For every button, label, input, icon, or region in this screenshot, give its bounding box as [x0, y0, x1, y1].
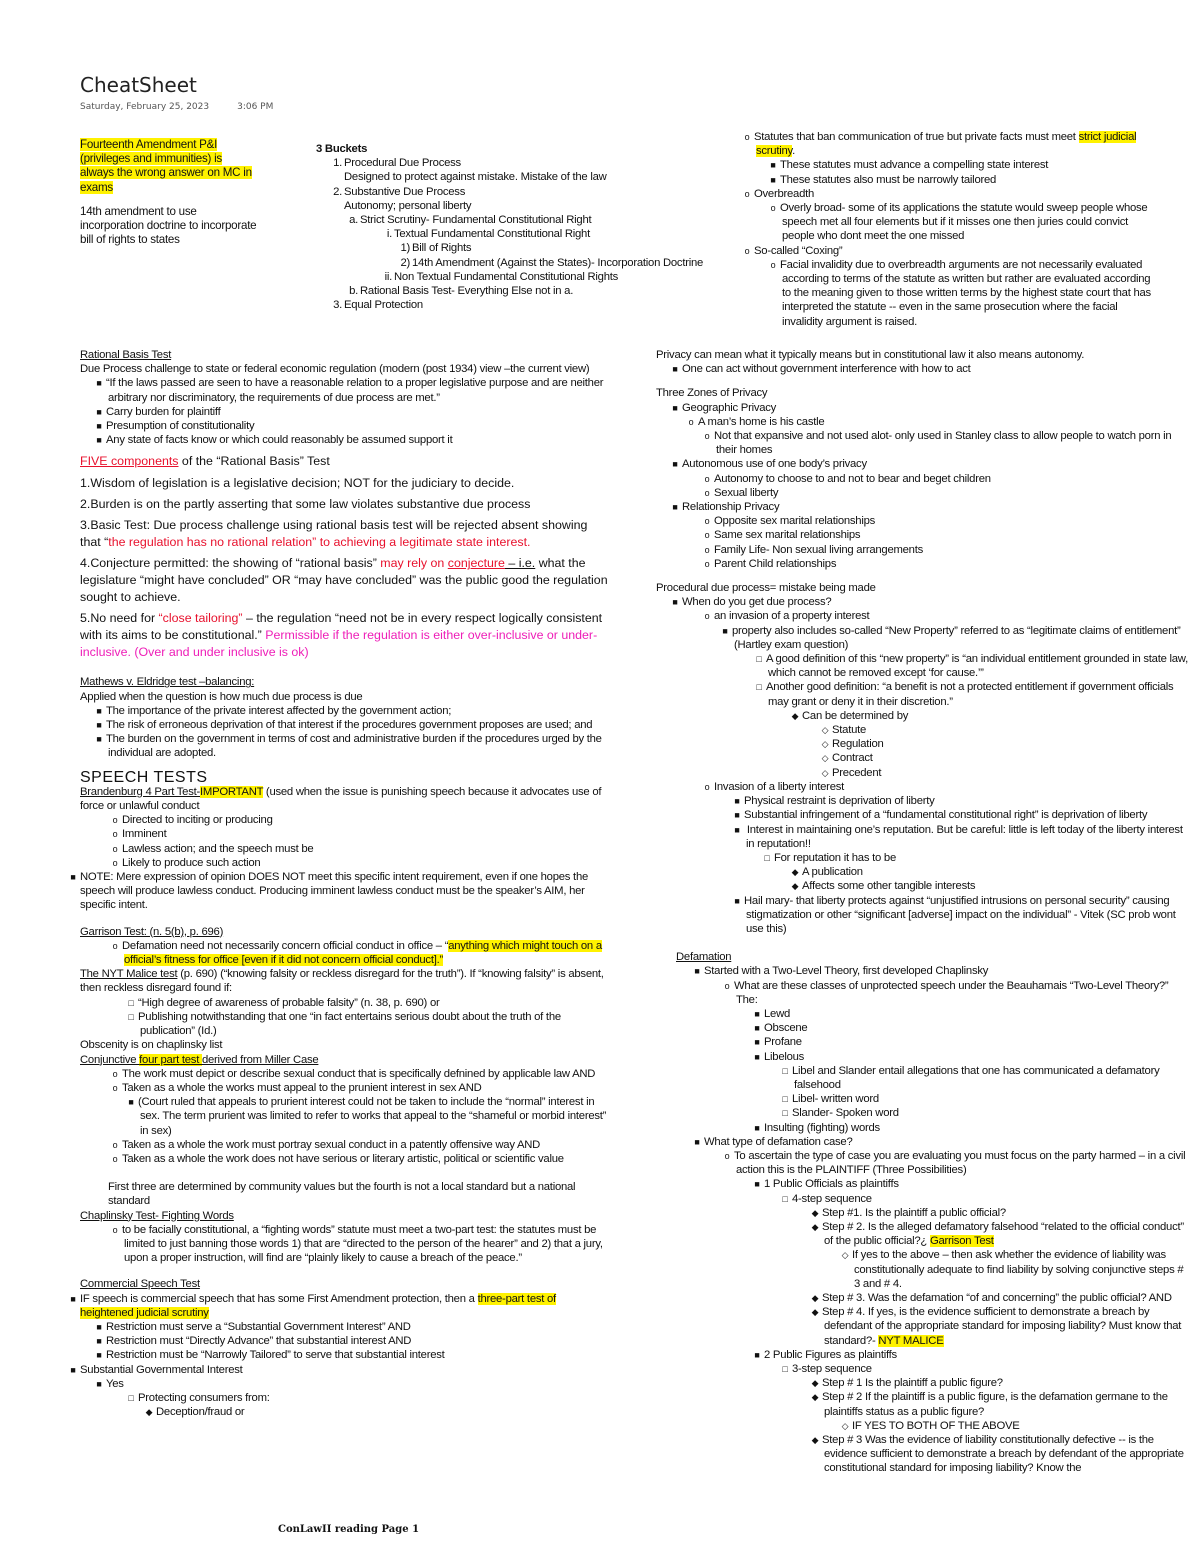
bullet-icon: ◇ [841, 1420, 849, 1431]
text-line: o Overbreadth [738, 187, 1156, 201]
bullet-icon: ◆ [791, 710, 799, 721]
bullet-icon: o [704, 473, 710, 484]
bullet-icon: ■ [70, 1364, 76, 1375]
bullet-icon: 3. [333, 299, 342, 312]
right-column [656, 348, 1190, 1475]
bullet-icon: ◆ [811, 1378, 819, 1389]
text-line: 5.No need for “close tailoring” – the regulation “need not be in every respect logically consistent with its aims to be constitutional.” Permissible if the regulation is either over-inclusive or under-inclusive. (Over and under inclusive is ok) [80, 611, 603, 660]
text-line: ■ IF speech is commercial speech that has some First Amendment protection, then a three-part test of heightened judicial scrutiny [80, 1292, 608, 1320]
bullet-icon: □ [756, 654, 762, 665]
bullet-icon: o [744, 132, 750, 142]
text-line: 2) 14th Amendment (Against the States)- Incorporation Doctrine [316, 256, 726, 270]
text-line: FIVE components of the “Rational Basis” Test [80, 454, 330, 469]
text-line: ■ 1 Public Officials as plaintiffs [656, 1177, 1190, 1191]
text-line: ◆ Can be determined by [656, 709, 1190, 723]
text-line: ■ Restriction must be “Narrowly Tailored” to serve that substantial interest [80, 1348, 608, 1362]
text-line: ■ These statutes also must be narrowly tailored [738, 173, 1156, 187]
text-line: o Facial invalidity due to overbreadth arguments are not necessarily evaluated according to terms of the statute as written but rather are evaluated according to the meaning given to those written terms by the highest state court that has interpreted the statute -- even in the same prosecution where the facial invalidity argument is raised. [738, 258, 1156, 329]
bullet-icon: □ [756, 682, 762, 693]
bullet-icon: o [704, 611, 710, 622]
bullet-icon: o [744, 245, 750, 256]
text-line [80, 138, 258, 195]
text-line: ◇ Contract [656, 751, 1190, 765]
text-line: ■ These statutes must advance a compelling state interest [738, 158, 1156, 172]
text-line: 2. Substantive Due Process [316, 185, 726, 199]
bullet-icon: ii. [384, 270, 392, 283]
bullet-icon: o [112, 1139, 118, 1150]
text-line: o So-called “Coxing” [738, 244, 1156, 258]
text-line: ■ 2 Public Figures as plaintiffs [656, 1348, 1190, 1362]
bullet-icon: o [770, 259, 776, 270]
text-line: □ Publishing notwithstanding that one “in fact entertains serious doubt about the truth of the publication” (Id.) [80, 1010, 608, 1038]
bullet-icon: □ [764, 852, 770, 863]
right-top [738, 130, 1156, 329]
intro-text: 14th amendment to use incorporation doctrine to incorporate bill of rights to states [80, 204, 257, 247]
text-line: ■ What type of defamation case? [656, 1135, 1190, 1149]
bullet-icon: ■ [96, 435, 102, 446]
bullet-icon: ■ [96, 720, 102, 731]
text-line: 3.Basic Test: Due process challenge using rational basis test will be rejected absent showing that “the regulation has no rational relation” to achieving a legitimate state interest. [80, 518, 588, 550]
mathews-heading: Mathews v. Eldridge test –balancing: [80, 676, 255, 689]
bullet-icon: o [744, 188, 750, 199]
text-line: Autonomy; personal liberty [344, 199, 472, 212]
text-line: o Likely to produce such action [80, 856, 608, 870]
text-line: o Sexual liberty [656, 486, 1190, 500]
bullet-icon: o [704, 487, 710, 498]
text-line: ◆ Step #1. Is the plaintiff a public official? [656, 1206, 1190, 1220]
bullet-icon: ■ [754, 1051, 760, 1062]
text-line: ◆ Affects some other tangible interests [656, 879, 1190, 893]
bullet-icon: o [112, 940, 118, 951]
left-column [70, 348, 608, 1419]
three-buckets [316, 142, 726, 312]
bullet-icon: ◇ [821, 767, 829, 778]
bullet-icon: ■ [96, 1350, 102, 1361]
text-line: ◇ Statute [656, 723, 1190, 737]
text-line: ◆ Step # 2 If the plaintiff is a public figure, is the defamation germane to the plaintiffs status as a public figure? [656, 1390, 1190, 1418]
text-line: ■ property also includes so-called “New Property” referred to as “legitimate claims of entitlement” (Hartley exam question) [656, 624, 1190, 652]
bullet-icon: ◆ [791, 867, 799, 878]
text-line: ■ Profane [656, 1035, 1190, 1049]
bullet-icon: ■ [70, 1293, 76, 1304]
text-line: o Imminent [80, 827, 608, 841]
bullet-icon: o [704, 431, 710, 442]
text-line: ■ Physical restraint is deprivation of liberty [656, 794, 1190, 808]
text-line: The NYT Malice test (p. 690) (“knowing falsity or reckless disregard for the truth”). If “knowing falsity” is absent, then reckless disregard found if: [80, 968, 604, 995]
bullet-icon: ■ [96, 705, 102, 716]
bullet-icon: o [704, 781, 710, 792]
text-line: o Opposite sex marital relationships [656, 514, 1190, 528]
bullet-icon: ■ [754, 1179, 760, 1190]
text-line: □ For reputation it has to be [656, 851, 1190, 865]
bullet-icon: o [724, 1150, 730, 1161]
text-line: ■ Obscene [656, 1021, 1190, 1035]
bullet-icon: o [112, 829, 118, 840]
bullet-icon: ■ [770, 160, 776, 171]
page-date [80, 102, 301, 112]
text-line: ◆ Step # 1 Is the plaintiff a public figure? [656, 1376, 1190, 1390]
bullet-icon: o [112, 843, 118, 854]
bullet-icon: ■ [96, 734, 102, 745]
bullet-icon: ◆ [811, 1435, 819, 1446]
text-line: b. Rational Basis Test- Everything Else not in a. [316, 284, 726, 298]
bullet-icon: o [112, 1082, 118, 1093]
text-line: Brandenburg 4 Part Test-IMPORTANT (used when the issue is punishing speech because it advocates use of force or unlawful conduct [80, 785, 602, 813]
text-line: o Overly broad- some of its applications the statute would sweep people whose speech met all four elements but if it misses one then juries could convict people who dont meet the one missed [738, 201, 1156, 244]
text-line: □ “High degree of awareness of probable falsity” (n. 38, p. 690) or [80, 996, 608, 1010]
text-line: o What are these classes of unprotected speech under the Beauhamais “Two-Level Theory?” The: [656, 979, 1190, 1007]
text-line: 3. Equal Protection [316, 298, 726, 312]
text-line: ■ Geographic Privacy [656, 401, 1190, 415]
date-text: Saturday, February 25, 2023 [80, 102, 210, 112]
bullet-icon: ■ [96, 1321, 102, 1332]
text-line: ◇ If yes to the above – then ask whether the evidence of liability was constitutionally adequate to find liability by solving conjunctive steps # 3 and # 4. [656, 1248, 1190, 1291]
buckets-heading: 3 Buckets [316, 143, 368, 155]
bullet-icon: ■ [734, 796, 740, 807]
bullet-icon: ◆ [145, 1407, 153, 1418]
text-line: ■ “If the laws passed are seen to have a reasonable relation to a proper legislative purpose and are neither arbitrary nor discriminatory, the requirements of due process are met.” [80, 376, 608, 404]
bullet-icon: ◇ [821, 739, 829, 750]
text-line: ■ Started with a Two-Level Theory, first developed Chaplinsky [656, 964, 1190, 978]
text-line: o Taken as a whole the works must appeal to the prunient interest in sex AND [80, 1081, 608, 1095]
bullet-icon: ◆ [791, 881, 799, 892]
text-line: o Family Life- Non sexual living arrangements [656, 543, 1190, 557]
bullet-icon: ◇ [841, 1250, 849, 1261]
text-line: 1.Wisdom of legislation is a legislative decision; NOT for the judiciary to decide. [80, 476, 515, 491]
text-line: 2.Burden is on the partly asserting that some law violates substantive due process [80, 497, 531, 512]
bullet-icon: i. [386, 228, 392, 241]
bullet-icon: ■ [96, 421, 102, 432]
text-line: ■ (Court ruled that appeals to prurient interest could not be taken to include the “normal” interest in sex. The term prurient was limited to refer to works that appeal to the “shameful or morbid interest” in sex) [80, 1095, 608, 1138]
text-line: □ Protecting consumers from: [80, 1391, 608, 1405]
defamation-heading: Defamation [676, 951, 732, 964]
bullet-icon: o [112, 1153, 118, 1164]
text-line: Conjunctive four part test derived from Miller Case [80, 1053, 319, 1066]
text-line: First three are determined by community values but the fourth is not a local standard but a national standard [108, 1181, 576, 1208]
text-line: i. Textual Fundamental Constitutional Right [316, 227, 726, 241]
bullet-icon: ◇ [821, 753, 829, 764]
text-line: ◆ Step # 2. Is the alleged defamatory falsehood “related to the official conduct” of the public official?¿ Garrison Test [656, 1220, 1190, 1248]
bullet-icon: o [704, 544, 710, 555]
text-line: Due Process challenge to state or federal economic regulation (modern (post 1934) view –the current view) [80, 363, 590, 376]
text-line: o Statutes that ban communication of true but private facts must meet strict judicial scrutiny. [738, 130, 1156, 158]
bullet-icon: ■ [96, 1378, 102, 1389]
bullet-icon: ■ [754, 1008, 760, 1019]
bullet-icon: ■ [734, 824, 740, 835]
bullet-icon: □ [128, 1011, 134, 1022]
text-line: o Parent Child relationships [656, 557, 1190, 571]
text-line: Commercial Speech Test [80, 1278, 200, 1291]
text-line: ◆ Step # 3. Was the defamation “of and concerning” the public official? AND [656, 1291, 1190, 1305]
bullet-icon: ■ [672, 459, 678, 470]
bullet-icon: ■ [754, 1037, 760, 1048]
text-line: o Autonomy to choose to and not to bear and beget children [656, 472, 1190, 486]
bullet-icon: o [112, 857, 118, 868]
text-line: Obscenity is on chaplinsky list [80, 1039, 223, 1052]
bullet-icon: ■ [672, 402, 678, 413]
text-line: Three Zones of Privacy [656, 387, 768, 400]
text-line: ■ Relationship Privacy [656, 500, 1190, 514]
text-line: ■ Presumption of constitutionality [80, 419, 608, 433]
text-line: ■ Carry burden for plaintiff [80, 405, 608, 419]
text-line: ■ Insulting (fighting) words [656, 1121, 1190, 1135]
text-line: ■ Libelous [656, 1050, 1190, 1064]
text-line: □ 4-step sequence [656, 1192, 1190, 1206]
bullet-icon: □ [782, 1094, 788, 1105]
bullet-icon: o [688, 416, 694, 427]
bullet-icon: ■ [96, 378, 102, 389]
text-line: ◇ Precedent [656, 766, 1190, 780]
bullet-icon: ■ [770, 174, 776, 185]
bullet-icon: ■ [672, 502, 678, 513]
text-line: o Invasion of a liberty interest [656, 780, 1190, 794]
text-line: ■ Any state of facts know or which could reasonably be assumed support it [80, 433, 608, 447]
text-line: a. Strict Scrutiny- Fundamental Constitutional Right [316, 213, 726, 227]
bullet-icon: ■ [672, 364, 678, 375]
bullet-icon: ■ [754, 1023, 760, 1034]
text-line: ■ Hail mary- that liberty protects against “unjustified intrusions on personal security” causing stigmatization or other “significant [adverse] impact on the individual” - Vitek (SC prob wont use this) [656, 894, 1190, 937]
bullet-icon: ◆ [811, 1392, 819, 1403]
text-line: Privacy can mean what it typically means but in constitutional law it also means autonomy. [656, 349, 1085, 361]
bullet-icon: ◆ [811, 1207, 819, 1218]
text-line: o Taken as a whole the work must portray sexual conduct in a patently offensive way AND [80, 1138, 608, 1152]
bullet-icon: □ [782, 1193, 788, 1204]
intro-note [80, 138, 258, 247]
bullet-icon: ■ [694, 966, 700, 977]
text-line: ■ Substantial Governmental Interest [80, 1363, 608, 1377]
bullet-icon: ■ [694, 1136, 700, 1147]
text-line: 4.Conjecture permitted: the showing of “rational basis” may rely on conjecture – i.e. what the legislature “might have concluded” OR “may have concluded” was the public good the regulation sought to achieve. [80, 556, 608, 605]
text-line: ■ Lewd [656, 1007, 1190, 1021]
bullet-icon: ◇ [821, 725, 829, 736]
text-line: Designed to protect against mistake. Mistake of the law [344, 171, 607, 184]
bullet-icon: ◆ [811, 1307, 819, 1318]
text-line: ◆ Step # 4. If yes, is the evidence sufficient to demonstrate a breach by defendant of the appropriate standard for imposing liability? Must know that standard?- NYT MALICE [656, 1305, 1190, 1348]
bullet-icon: ■ [734, 895, 740, 906]
page-footer: ConLawII reading Page 1 [278, 1524, 420, 1535]
text-line: o Directed to inciting or producing [80, 813, 608, 827]
bullet-icon: ■ [96, 406, 102, 417]
time-text: 3:06 PM [237, 102, 274, 112]
bullet-icon: a. [349, 214, 358, 227]
text-line: ■ NOTE: Mere expression of opinion DOES NOT meet this specific intent requirement, even if one hopes the speech will produce lawless conduct. Producing imminent lawless conduct must be the speaker’s AIM, her specific intent. [80, 870, 608, 913]
text-line: ■ When do you get due process? [656, 595, 1190, 609]
text-line: ■ Restriction must serve a “Substantial Government Interest” AND [80, 1320, 608, 1334]
bullet-icon: o [112, 815, 118, 826]
text-line: o to be facially constitutional, a “fighting words” statute must meet a two-part test: the statutes must be limited to just banning those words 1) that are “directed to the person of the hearer” and 2) that a jury, upon a proper instruction, will find are “plainly likely to cause a breach of the peace.” [80, 1223, 608, 1266]
bullet-icon: ■ [672, 597, 678, 608]
rational-basis-heading: Rational Basis Test [80, 349, 172, 361]
text-line: Garrison Test: (n. 5(b), p. 696) [80, 925, 224, 938]
bullet-icon: o [704, 530, 710, 541]
text-line: Applied when the question is how much due process is due [80, 690, 363, 703]
bullet-icon: ■ [722, 625, 728, 636]
text-line: ■ Interest in maintaining one’s reputation. But be careful: little is left today of the liberty interest in reputation!! [656, 823, 1190, 851]
bullet-icon: ■ [754, 1122, 760, 1133]
bullet-icon: o [112, 1224, 118, 1235]
text-line: o A man’s home is his castle [656, 415, 1190, 429]
text-line: o To ascertain the type of case you are evaluating you must focus on the party harmed – in a civil action this is the PLAINTIFF (Three Possibilities) [656, 1149, 1190, 1177]
text-line: □ 3-step sequence [656, 1362, 1190, 1376]
bullet-icon: ■ [96, 1336, 102, 1347]
text-line: o The work must depict or describe sexual conduct that is specifically defnined by applicable law AND [80, 1067, 608, 1081]
text-line: ■ Restriction must “Directly Advance” that substantial interest AND [80, 1334, 608, 1348]
bullet-icon: ◆ [811, 1221, 819, 1232]
bullet-icon: ■ [734, 810, 740, 821]
text-line: ■ One can act without government interference with how to act [656, 362, 1190, 376]
text-line: □ Libel- written word [656, 1092, 1190, 1106]
text-line: □ Another good definition: “a benefit is not a protected entitlement if government officials may grant or deny it in their discretion.” [656, 680, 1190, 708]
intro-highlight: Fourteenth Amendment P&I (privileges and immunities) is always the wrong answer on MC in exams [80, 138, 252, 194]
bullet-icon: o [704, 558, 710, 569]
bullet-icon: ◆ [811, 1293, 819, 1303]
bullet-icon: □ [782, 1364, 788, 1375]
speech-tests-heading: SPEECH TESTS [80, 768, 208, 786]
text-line: ◇ IF YES TO BOTH OF THE ABOVE [656, 1419, 1190, 1433]
text-line: ◆ Deception/fraud or [80, 1405, 608, 1419]
text-line: ■ The importance of the private interest affected by the government action; [80, 704, 608, 718]
bullet-icon: ■ [70, 872, 76, 883]
bullet-icon: o [724, 980, 730, 991]
bullet-icon: 2) [400, 256, 410, 269]
bullet-icon: b. [349, 285, 358, 298]
text-line: ◆ Step # 3 Was the evidence of liability constitutionally defective -- is the evidence sufficient to demonstrate a breach by defendant of the appropriate constitutional standard for imposing liability? Know the [656, 1433, 1190, 1475]
bullet-icon: □ [128, 997, 134, 1008]
bullet-icon: o [770, 203, 776, 214]
text-line: o Lawless action; and the speech must be [80, 842, 608, 856]
bullet-icon: 2. [333, 185, 342, 198]
text-line: ■ The risk of erroneous deprivation of that interest if the procedures government proposes are used; and [80, 718, 608, 732]
text-line: ◆ A publication [656, 865, 1190, 879]
text-line: ii. Non Textual Fundamental Constitutional Rights [316, 270, 726, 284]
text-line: ■ Yes [80, 1377, 608, 1391]
page-title: CheatSheet [80, 73, 197, 97]
bullet-icon: ■ [754, 1349, 760, 1360]
text-line: ■ Autonomous use of one body’s privacy [656, 457, 1190, 471]
bullet-icon: □ [128, 1392, 134, 1403]
text-line: o Same sex marital relationships [656, 528, 1190, 542]
bullet-icon: 1. [333, 157, 342, 170]
text-line: ■ The burden on the government in terms of cost and administrative burden if the procedures urged by the individual are adopted. [80, 732, 608, 760]
text-line: o Defamation need not necessarily concern official conduct in office – “anything which might touch on a official’s fitness for office [even if it did not concern official conduct].” [80, 939, 608, 967]
text-line: 1) Bill of Rights [316, 241, 726, 255]
text-line: □ A good definition of this “new property” is “an individual entitlement grounded in state law, which cannot be removed except ‘for cause.’” [656, 652, 1190, 680]
text-line: o Not that expansive and not used alot- only used in Stanley class to allow people to watch porn in their homes [656, 429, 1190, 457]
bullet-icon: ■ [128, 1097, 134, 1108]
text-line: o an invasion of a property interest [656, 609, 1190, 623]
text-line: □ Libel and Slander entail allegations that one has communicated a defamatory falsehood [656, 1064, 1190, 1092]
bullet-icon: o [704, 516, 710, 527]
bullet-icon: □ [782, 1108, 788, 1119]
bullet-icon: 1) [400, 242, 410, 255]
bullet-icon: □ [782, 1065, 788, 1076]
bullet-icon: o [112, 1068, 118, 1079]
text-line: ◇ Regulation [656, 737, 1190, 751]
text-line: Procedural due process= mistake being made [656, 582, 876, 595]
text-line: 1. Procedural Due Process [316, 156, 726, 170]
text-line: □ Slander- Spoken word [656, 1106, 1190, 1120]
text-line: Chaplinsky Test- Fighting Words [80, 1209, 234, 1222]
text-line: ■ Substantial infringement of a “fundamental constitutional right” is deprivation of liberty [656, 808, 1190, 822]
text-line: o Taken as a whole the work does not have serious or literary artistic, political or scientific value [80, 1152, 608, 1166]
